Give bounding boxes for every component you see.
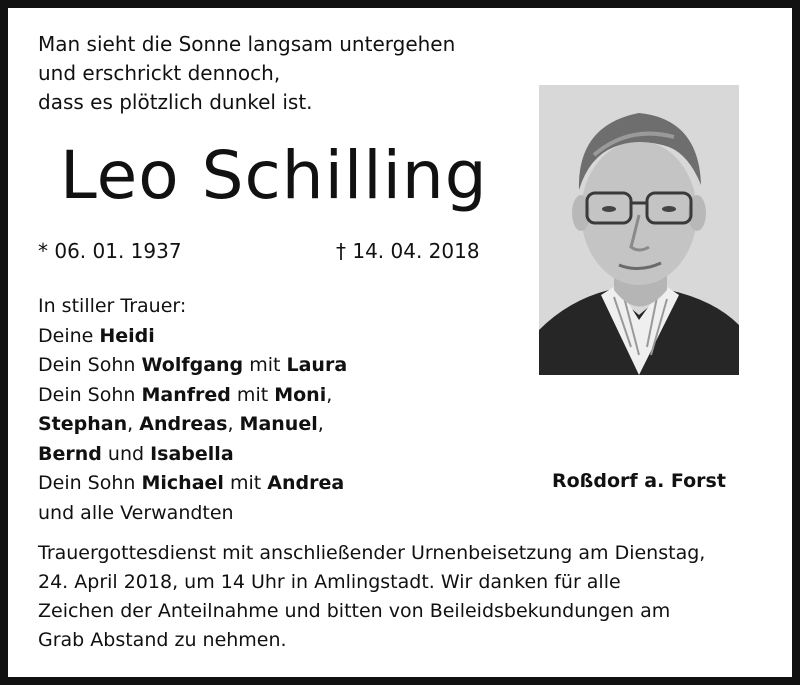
poem-line: Man sieht die Sonne langsam untergehen — [38, 32, 456, 56]
mourner-name: Isabella — [150, 442, 234, 465]
service-line: Grab Abstand zu nehmen. — [38, 629, 287, 651]
mourner-text: , — [127, 413, 140, 435]
mourner-text: Dein Sohn — [38, 354, 142, 376]
mourner-text: und — [101, 442, 151, 465]
death-date: † 14. 04. 2018 — [336, 239, 480, 263]
mourner-name: Stephan — [38, 413, 128, 435]
portrait-illustration — [539, 85, 739, 375]
mourner-text: , — [317, 413, 324, 435]
portrait-photo — [539, 85, 739, 375]
mourner-text: mit — [223, 472, 268, 494]
place-of-residence: Roßdorf a. Forst — [552, 470, 726, 492]
deceased-name: Leo Schilling — [60, 137, 488, 214]
poem-line: dass es plötzlich dunkel ist. — [38, 90, 313, 114]
mourner-line — [38, 351, 347, 381]
mourner-name: Andreas — [139, 413, 228, 435]
mourner-line — [38, 410, 347, 440]
mourner-text: , — [227, 413, 240, 435]
mourner-text: Dein Sohn — [38, 383, 142, 406]
mourners-outro: und alle Verwandten — [38, 501, 234, 524]
birth-date: * 06. 01. 1937 — [38, 239, 182, 263]
mourner-text: Dein Sohn — [38, 472, 142, 494]
mourner-name: Laura — [286, 354, 348, 376]
mourner-line — [38, 322, 347, 352]
service-line: 24. April 2018, um 14 Uhr in Amlingstadt. Wir danken für alle — [38, 571, 621, 593]
mourner-text: Deine — [38, 324, 100, 347]
mourner-name: Moni — [274, 383, 327, 406]
mourner-name: Wolfgang — [141, 354, 244, 376]
mourner-name: Manfred — [141, 383, 231, 406]
mourner-line — [38, 381, 347, 411]
mourner-name: Manuel — [239, 413, 318, 435]
mourner-name: Andrea — [267, 472, 345, 494]
service-announcement — [38, 539, 778, 655]
mourner-text: mit — [243, 354, 287, 376]
mourner-name: Bernd — [38, 442, 102, 465]
service-line: Trauergottesdienst mit anschließender Urnenbeisetzung am Dienstag, — [38, 542, 706, 564]
mourner-lines — [38, 322, 347, 499]
service-line: Zeichen der Anteilnahme und bitten von Beileidsbekundungen am — [38, 600, 671, 622]
mourners-list — [38, 292, 347, 528]
poem — [38, 30, 455, 117]
mourner-name: Heidi — [99, 324, 155, 347]
mourners-intro: In stiller Trauer: — [38, 295, 187, 317]
mourner-line — [38, 440, 347, 470]
mourner-line — [38, 469, 347, 499]
mourner-text: , — [326, 383, 333, 406]
mourner-text: mit — [230, 383, 275, 406]
poem-line: und erschrickt dennoch, — [38, 61, 281, 85]
mourner-name: Michael — [141, 472, 224, 494]
